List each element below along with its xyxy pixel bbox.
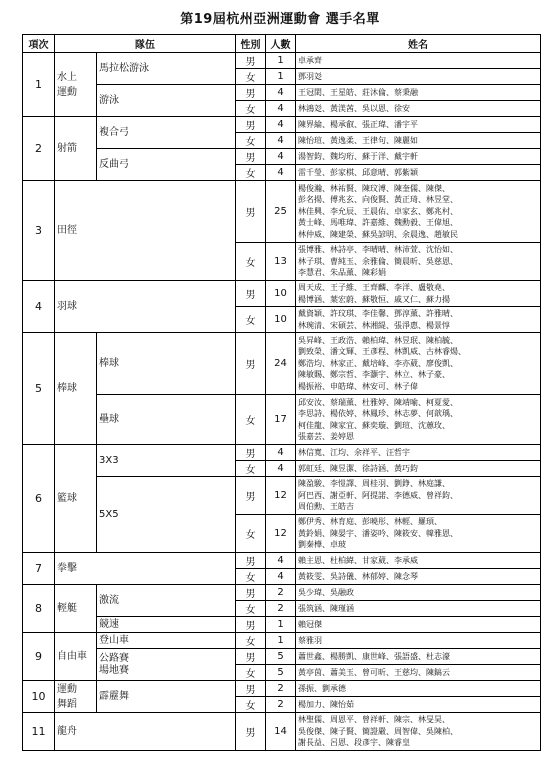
table-row [23,445,541,461]
gender-cell: 男 [236,553,266,569]
names-cell: 邱安汝、蔡瑞薰、杜雅婷、陳靖喻、柯夏愛、 李思詩、楊依婷、林鳳珍、林志夢、何歆瑀、 柯佳龍、陳家宜、蘇奕璇、劉瑄、沈蕙玫、 張嘉芸、姜婷恩 [296,395,541,445]
page-title: 第19屆杭州亞洲運動會 選手名單 [180,12,380,27]
sport-index: 8 [23,585,55,633]
count-cell: 2 [266,601,296,617]
count-cell: 17 [266,395,296,445]
count-cell: 1 [266,617,296,633]
names-cell: 吳少瑋、吳融政 [296,585,541,601]
names-cell: 吳昇峰、王政浩、賴柏瑋、林昱珉、陳柏毓、 劉致榮、潘文輝、王彥程、林凱威、古林睿煬、 鄭浩均、林家正、戴培峰、李亦葳、廖俊凱、 陳敏賜、鄭宗哲、李灝宇、林立、林子豪、 楊振裕、申皓瑋、林安可、林子偉 [296,333,541,395]
gender-cell: 男 [236,149,266,165]
sport-name: 輕艇 [55,585,97,633]
table-row [23,585,541,601]
count-cell: 4 [266,569,296,585]
gender-cell: 女 [236,569,266,585]
sport-index: 5 [23,333,55,445]
names-cell: 郭虹廷、陳昱潔、徐詩涵、黃巧鈞 [296,461,541,477]
count-cell: 13 [266,243,296,281]
event-name: 5X5 [97,477,236,553]
count-cell: 12 [266,515,296,553]
sport-index: 10 [23,681,55,713]
gender-cell: 男 [236,617,266,633]
sport-index: 4 [23,281,55,333]
header-team: 隊伍 [55,35,236,53]
count-cell: 4 [266,165,296,181]
count-cell: 4 [266,117,296,133]
count-cell: 25 [266,181,296,243]
header-row [23,35,541,53]
sport-index: 7 [23,553,55,585]
sport-index: 2 [23,117,55,181]
header-names: 姓名 [296,35,541,53]
header-gender: 性別 [236,35,266,53]
count-cell: 5 [266,665,296,681]
header-index: 項次 [23,35,55,53]
names-cell: 張筑涵、陳瑾涵 [296,601,541,617]
event-name: 馬拉松游泳 [97,53,236,85]
gender-cell: 女 [236,461,266,477]
count-cell: 4 [266,461,296,477]
names-cell: 湯智鈞、魏均珩、蘇于洋、戴宇軒 [296,149,541,165]
gender-cell: 男 [236,445,266,461]
count-cell: 4 [266,445,296,461]
names-cell: 楊俊瀚、林祐賢、陳玟溥、陳奎儒、陳傑、 彭名揚、傅兆玄、向俊賢、黃正琦、林昱堂、 林佳興、李允辰、王晨佑、卓家玄、鄭兆村、 黃士峰、馬唯瑋、許嘉維、魏勳毅、王偉旭、 林仲威、陳建榮、蘇吳諺明、余晨逸、趙敏民 [296,181,541,243]
event-name: 霹靂舞 [97,681,236,713]
count-cell: 12 [266,477,296,515]
table-row [23,713,541,751]
roster-table [22,34,541,751]
sport-name: 水上 運動 [55,53,97,117]
count-cell: 4 [266,101,296,117]
gender-cell: 女 [236,601,266,617]
count-cell: 24 [266,333,296,395]
count-cell: 1 [266,53,296,69]
table-row [23,395,541,445]
event-name: 反曲弓 [97,149,236,181]
names-cell: 賴冠傑 [296,617,541,633]
count-cell: 14 [266,713,296,751]
names-cell: 陳界綸、楊承叡、張正瑋、潘宇平 [296,117,541,133]
names-cell: 孫振、劉承德 [296,681,541,697]
sport-name: 射箭 [55,117,97,181]
names-cell: 林信寬、江均、余祥平、汪哲宇 [296,445,541,461]
event-name: 棒球 [97,333,236,395]
names-cell: 鄧羽彣 [296,69,541,85]
gender-cell: 男 [236,649,266,665]
count-cell: 4 [266,85,296,101]
gender-cell: 男 [236,53,266,69]
gender-cell: 男 [236,281,266,307]
names-cell: 楊加力、陳怡茹 [296,697,541,713]
event-name: 壘球 [97,395,236,445]
gender-cell: 男 [236,117,266,133]
names-cell: 賴主恩、杜柏緯、甘家葳、李承威 [296,553,541,569]
gender-cell: 女 [236,133,266,149]
names-cell: 張博雅、林詩亭、李晴晴、林沛萱、沈怡如、 林子琪、曹純玉、余雅倫、簡晨昕、吳慈恩、 李慧君、朱品薰、陳彩娟 [296,243,541,281]
sport-name: 田徑 [55,181,236,281]
table-row [23,85,541,101]
roster-body [23,53,541,751]
names-cell: 黃筱雯、吳詩儀、林郁婷、陳念琴 [296,569,541,585]
table-row [23,53,541,69]
table-row [23,117,541,133]
table-row [23,149,541,165]
names-cell: 周天成、王子維、王齊麟、李洋、盧敬堯、 楊博涵、葉宏蔚、蘇敬恒、戚又仁、蘇力揚 [296,281,541,307]
gender-cell: 女 [236,665,266,681]
gender-cell: 女 [236,395,266,445]
sport-name: 自由車 [55,633,97,681]
names-cell: 蔡雅羽 [296,633,541,649]
count-cell: 4 [266,553,296,569]
count-cell: 2 [266,681,296,697]
table-row [23,681,541,697]
event-name: 激流 [97,585,236,617]
gender-cell: 女 [236,101,266,117]
names-cell: 陳盈駿、李愷譯、周桂羽、劉錚、林庭謙、 阿巴西、謝亞軒、阿提諾、李德威、曾祥鈞、 周伯勳、王皓吉 [296,477,541,515]
gender-cell: 女 [236,697,266,713]
event-name: 競速 [97,617,236,633]
names-cell: 蕭世鑫、楊勝凱、康世峰、張語盛、杜志濠 [296,649,541,665]
sport-index: 9 [23,633,55,681]
sport-index: 3 [23,181,55,281]
count-cell: 10 [266,281,296,307]
names-cell: 林聖儒、周恩平、曾祥軒、陳宗、林旻昊、 吳俊傑、陳子賢、簡證嚴、周智偉、吳陳柏、 謝長益、呂恩、段彥宇、陳睿皇 [296,713,541,751]
names-cell: 王冠閎、王星皓、莊沐倫、蔡秉融 [296,85,541,101]
header-count: 人數 [266,35,296,53]
table-row [23,633,541,649]
gender-cell: 男 [236,713,266,751]
table-row [23,181,541,243]
gender-cell: 女 [236,307,266,333]
names-cell: 卓承齊 [296,53,541,69]
count-cell: 2 [266,585,296,601]
gender-cell: 女 [236,69,266,85]
sport-index: 11 [23,713,55,751]
count-cell: 1 [266,69,296,85]
table-row [23,553,541,569]
sport-name: 籃球 [55,445,97,553]
gender-cell: 女 [236,515,266,553]
table-row [23,617,541,633]
event-name: 游泳 [97,85,236,117]
sport-name: 龍舟 [55,713,236,751]
gender-cell: 女 [236,243,266,281]
gender-cell: 男 [236,85,266,101]
names-cell: 林鴻彣、黃渼茜、吳以恩、徐安 [296,101,541,117]
table-row [23,333,541,395]
names-cell: 黃亭茵、蕭美玉、曾可昕、王慈均、陳鎬云 [296,665,541,681]
event-name: 登山車 [97,633,236,649]
count-cell: 4 [266,149,296,165]
sport-name: 拳擊 [55,553,236,585]
count-cell: 1 [266,633,296,649]
sport-index: 1 [23,53,55,117]
table-row [23,477,541,515]
gender-cell: 女 [236,165,266,181]
sport-name: 運動 舞蹈 [55,681,97,713]
count-cell: 5 [266,649,296,665]
gender-cell: 女 [236,633,266,649]
names-cell: 雷千瑩、彭家棋、邱意晴、郭紫穎 [296,165,541,181]
gender-cell: 男 [236,181,266,243]
names-cell: 陳怡瑄、黃逸柔、王律句、陳麗如 [296,133,541,149]
gender-cell: 男 [236,585,266,601]
sport-name: 羽球 [55,281,236,333]
gender-cell: 男 [236,681,266,697]
names-cell: 戴資穎、許玟琪、李佳馨、鄧淳薰、許雅晴、 林琬清、宋碩芸、林湘緹、張淨惠、楊景惇 [296,307,541,333]
names-cell: 鄭伊秀、林育庭、彭曉彤、林輕、羅頊、 黃鈴娟、陳晏宇、潘姿吟、陳筱安、韓雅恩、 劉秦樺、卓玻 [296,515,541,553]
count-cell: 10 [266,307,296,333]
sport-index: 6 [23,445,55,553]
sport-name: 棒球 [55,333,97,445]
table-row [23,281,541,307]
event-name: 公路賽 場地賽 [97,649,236,681]
table-row [23,649,541,665]
count-cell: 4 [266,133,296,149]
gender-cell: 男 [236,477,266,515]
event-name: 3X3 [97,445,236,477]
gender-cell: 男 [236,333,266,395]
event-name: 複合弓 [97,117,236,149]
count-cell: 2 [266,697,296,713]
